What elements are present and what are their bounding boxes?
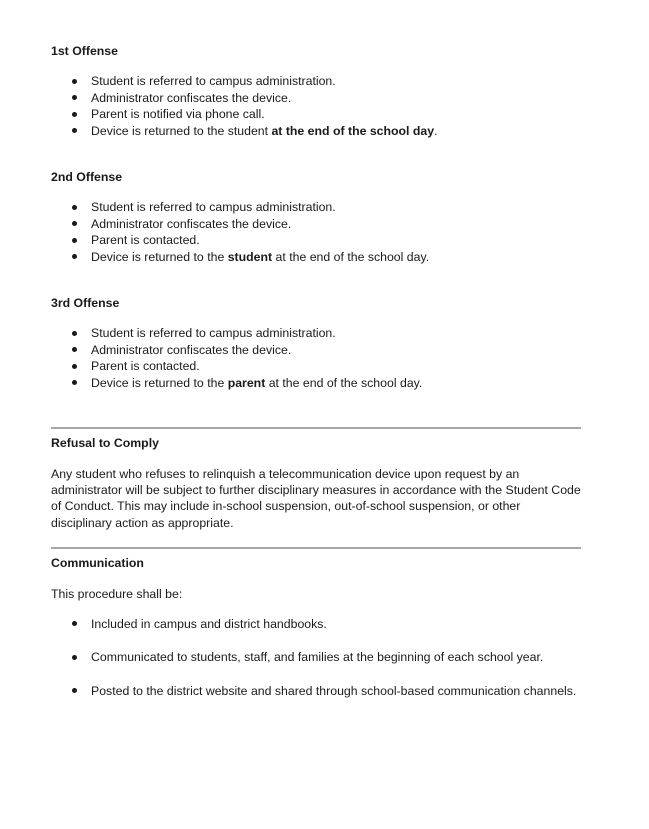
bullet-icon	[72, 79, 77, 84]
communication-intro: This procedure shall be:	[51, 586, 183, 601]
bullet-icon	[72, 331, 77, 336]
bullet-icon	[72, 688, 77, 693]
list-item: Administrator confiscates the device.	[51, 342, 581, 358]
offense-list	[51, 199, 581, 265]
bullet-icon	[72, 380, 77, 385]
offense-section-3	[51, 295, 581, 391]
list-item: Student is referred to campus administration.	[51, 73, 581, 89]
bullet-icon	[72, 621, 77, 626]
bullet-icon	[72, 112, 77, 117]
list-item: Student is referred to campus administration.	[51, 199, 581, 215]
document-content	[51, 43, 581, 716]
bullet-icon	[72, 364, 77, 369]
bullet-icon	[72, 347, 77, 352]
list-item: Administrator confiscates the device.	[51, 216, 581, 232]
list-item: Parent is notified via phone call.	[51, 106, 581, 122]
communication-heading: Communication	[51, 556, 144, 571]
communication-list	[51, 616, 581, 699]
bullet-icon	[72, 238, 77, 243]
bullet-icon	[72, 95, 77, 100]
bullet-icon	[72, 655, 77, 660]
list-item: Posted to the district website and shared through school-based communication channels.	[51, 683, 581, 699]
offense-list	[51, 73, 581, 139]
emphasis: parent	[227, 375, 266, 390]
offense-list	[51, 325, 581, 391]
emphasis: student	[227, 249, 273, 264]
offense-heading: 3rd Offense	[51, 296, 120, 311]
section-divider	[51, 427, 581, 429]
list-item: Communicated to students, staff, and families at the beginning of each school year.	[51, 649, 581, 665]
emphasis: at the end of the school day	[271, 123, 435, 138]
offense-section-1	[51, 43, 581, 139]
offense-section-2	[51, 169, 581, 265]
refusal-paragraph: Any student who refuses to relinquish a telecommunication device upon request by an administrator will be subject to further disciplinary measures in accordance with the Student Code of Conduct. This may include in-school suspension, out-of-school suspension, or other disciplinary action as appropriate.	[51, 466, 581, 530]
list-item: Device is returned to the student at the end of the school day.	[51, 123, 581, 139]
list-item: Administrator confiscates the device.	[51, 90, 581, 106]
list-item: Parent is contacted.	[51, 232, 581, 248]
section-divider	[51, 547, 581, 549]
bullet-icon	[72, 205, 77, 210]
offense-heading: 2nd Offense	[51, 170, 123, 185]
communication-section	[51, 555, 581, 699]
list-item: Student is referred to campus administration.	[51, 325, 581, 341]
bullet-icon	[72, 128, 77, 133]
bullet-icon	[72, 254, 77, 259]
list-item: Included in campus and district handbooks.	[51, 616, 581, 632]
bullet-icon	[72, 221, 77, 226]
list-item: Parent is contacted.	[51, 358, 581, 374]
refusal-section	[51, 435, 581, 531]
list-item: Device is returned to the student at the end of the school day.	[51, 249, 581, 265]
list-item: Device is returned to the parent at the end of the school day.	[51, 375, 581, 391]
offense-heading: 1st Offense	[51, 44, 118, 58]
refusal-heading: Refusal to Comply	[51, 436, 159, 451]
